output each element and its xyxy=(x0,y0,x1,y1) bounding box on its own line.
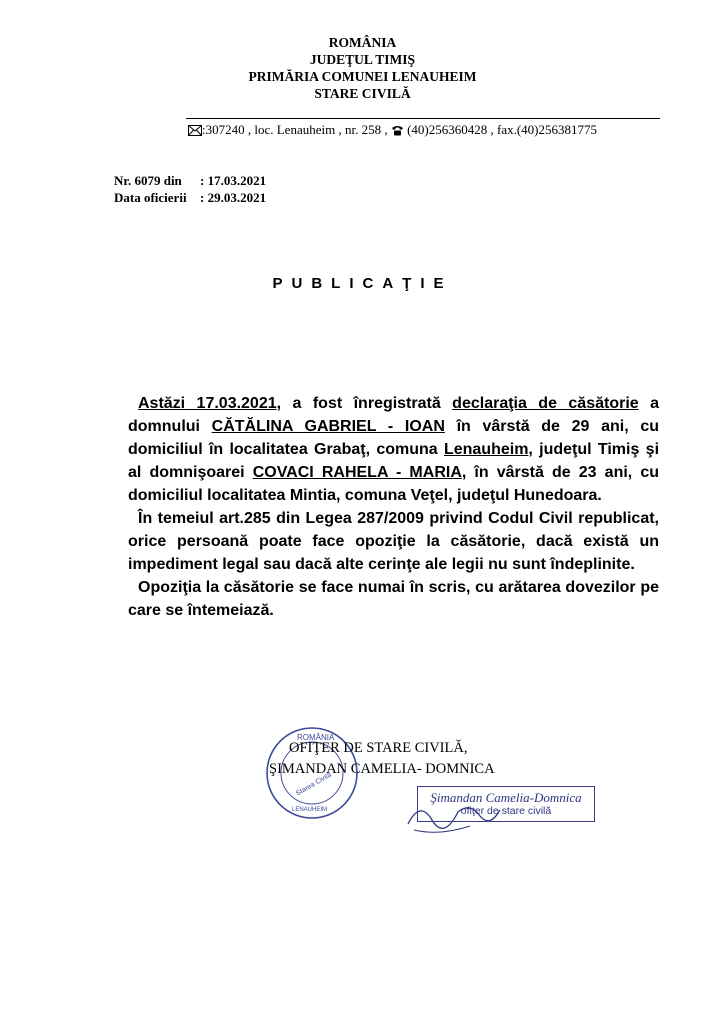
phone-icon xyxy=(391,122,404,137)
groom-name: CĂTĂLINA GABRIEL - IOAN xyxy=(211,418,445,435)
svg-text:LENAUHEIM: LENAUHEIM xyxy=(292,807,328,813)
document-header xyxy=(0,34,725,102)
header-town-hall: PRIMĂRIA COMUNEI LENAUHEIM xyxy=(248,69,477,84)
header-divider xyxy=(186,118,660,119)
contact-address: :307240 , loc. Lenauheim , nr. 258 , xyxy=(202,122,388,137)
header-country: ROMÂNIA xyxy=(328,35,397,50)
paragraph-legal-basis: În temeiul art.285 din Legea 287/2009 privind Codul Civil republicat, orice persoană poate face opoziţie la căsătorie, dacă există un impediment legal sau dacă alte cerinţe ale legii nu sunt îndeplinite. xyxy=(128,510,659,573)
envelope-icon xyxy=(188,122,202,137)
bride-name: COVACI RAHELA - MARIA xyxy=(252,464,462,481)
header-department: STARE CIVILĂ xyxy=(314,86,411,101)
paragraph-opposition: Opoziţia la căsătorie se face numai în scris, cu arătarea dovezilor pe care se întemeiază. xyxy=(128,579,659,619)
officiation-label: Data oficierii xyxy=(114,190,187,205)
declaration-term: declaraţia de căsătorie xyxy=(452,395,639,412)
declaration-date: Astăzi 17.03.2021 xyxy=(138,395,277,412)
publication-body xyxy=(128,392,659,622)
header-county: JUDEŢUL TIMIŞ xyxy=(309,52,416,67)
officer-role: OFIŢER DE STARE CIVILĂ, xyxy=(289,740,468,756)
contact-line xyxy=(188,122,597,138)
officer-name: ŞIMANDAN CAMELIA- DOMNICA xyxy=(269,761,495,777)
name-stamp-name: Şimandan Camelia-Domnica xyxy=(430,790,582,805)
commune-name: Lenauheim xyxy=(443,441,529,458)
name-stamp xyxy=(417,786,595,822)
contact-phone-fax: (40)256360428 , fax.(40)256381775 xyxy=(403,122,598,137)
name-stamp-role: ofiţer de stare civilă xyxy=(460,805,552,817)
nr-value: : 17.03.2021 xyxy=(200,173,267,188)
registration-meta xyxy=(114,172,266,206)
svg-text:ROMÂNIA: ROMÂNIA xyxy=(297,733,335,742)
officiation-value: : 29.03.2021 xyxy=(200,190,267,205)
page-title: PUBLICAŢIE xyxy=(272,275,453,292)
nr-label: Nr. 6079 din xyxy=(114,173,182,188)
paragraph-declaration: Astăzi 17.03.2021, a fost înregistrată declaraţia de căsătorie a domnului CĂTĂLINA GABRIEL - IOAN în vârstă de 29 ani, cu domiciliul în localitatea Grabaţ, comuna Lenauheim, judeţul Timiş şi al domnişoarei COVACI RAHELA - MARIA, în vârstă de 23 ani, cu domiciliul localitatea Mintia, comuna Veţel, judeţul Hunedoara. xyxy=(128,395,660,504)
svg-text:Starea Civilă: Starea Civilă xyxy=(294,771,333,798)
